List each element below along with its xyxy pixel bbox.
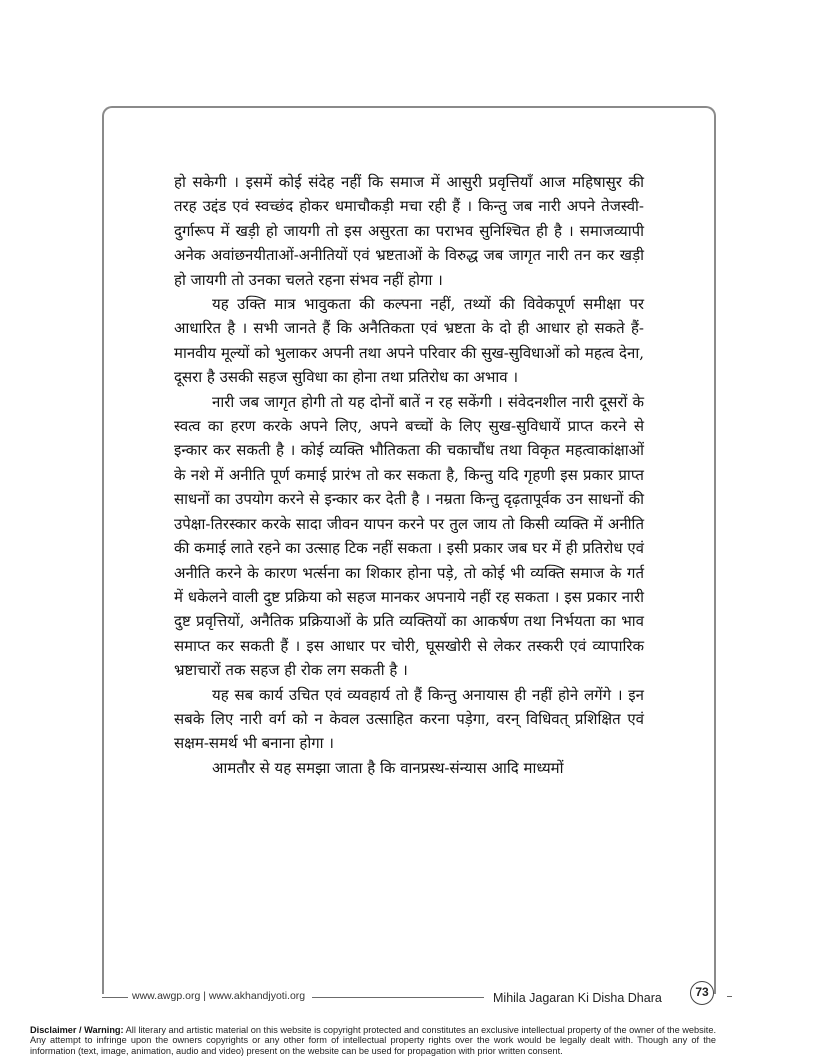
page-number: 73: [695, 985, 709, 999]
footer-website-links[interactable]: www.awgp.org | www.akhandjyoti.org: [132, 990, 306, 1002]
footer-rule-middle: [312, 997, 484, 998]
paragraph-2: यह उक्ति मात्र भावुकता की कल्पना नहीं, तथ्यों की विवेकपूर्ण समीक्षा पर आधारित है । सभी जानते हैं कि अनैतिकता एवं भ्रष्टता के दो ही आधार हो सकते हैं-मानवीय मूल्यों को भुलाकर अपनी तथा अपने परिवार की सुख-सुविधाओं को महत्व देना, दूसरा है उसकी सहज सुविधा का होना तथा प्रतिरोध का अभाव ।: [174, 295, 644, 387]
page-number-badge: [690, 981, 714, 1005]
footer-dash: [727, 996, 732, 997]
disclaimer: [30, 1025, 716, 1056]
paragraph-1: हो सकेगी । इसमें कोई संदेह नहीं कि समाज में आसुरी प्रवृत्तियाँ आज महिषासुर की तरह उद्दंड एवं स्वच्छंद होकर धमाचौकड़ी मचा रही हैं । किन्तु जब नारी अपने तेजस्वी-दुर्गारूप में खड़ी हो जायगी तो इस असुरता का पराभव सुनिश्चित ही है । समाजव्यापी अनेक अवांछनयीताओं-अनीतियों एवं भ्रष्टताओं के विरुद्ध जब जागृत नारी तन कर खड़ी हो जायगी तो उनका चलते रहना संभव नहीं होगा ।: [174, 173, 644, 289]
paragraph-5: आमतौर से यह समझा जाता है कि वानप्रस्थ-संन्यास आदि माध्यमों: [212, 758, 564, 777]
disclaimer-text: All literary and artistic material on this website is copyright protected and constitutes an exclusive intellectual property of the owner of the website. Any attempt to infringe upon the owners copyrights or any other form of intellectual property rights over the work would be legally dealt with. Though any of the information (text, image, animation, audio and video) present on the website can be used for propagation with prior written consent.: [30, 1025, 716, 1056]
disclaimer-label: Disclaimer / Warning:: [30, 1025, 124, 1035]
footer-book-title: Mihila Jagaran Ki Disha Dhara: [493, 991, 662, 1005]
footer-rule-left: [102, 997, 128, 998]
paragraph-4: यह सब कार्य उचित एवं व्यवहार्य तो हैं किन्तु अनायास ही नहीं होने लगेंगे । इन सबके लिए नारी वर्ग को न केवल उत्साहित करना पड़ेगा, वरन् विधिवत् प्रशिक्षित एवं सक्षम-समर्थ भी बनाना होगा ।: [174, 685, 644, 753]
paragraph-3: नारी जब जागृत होगी तो यह दोनों बातें न रह सकेंगी । संवेदनशील नारी दूसरों के स्वत्व का हरण करके अपने लिए, अपने बच्चों के लिए सुख-सुविधायें प्राप्त करने से इन्कार कर सकती है । कोई व्यक्ति भौतिकता की चकाचौंध तथा विकृत महत्वाकांक्षाओं के नशे में अनीति पूर्ण कमाई प्रारंभ तो कर सकता है, किन्तु यदि गृहणी इस प्रकार प्राप्त साधनों का उपयोग करने से इन्कार कर देती है । नम्रता किन्तु दृढ़तापूर्वक उन साधनों की उपेक्षा-तिरस्कार करके सादा जीवन यापन करने पर तुल जाय तो किसी व्यक्ति में अनीति की कमाई लाते रहने का उत्साह टिक नहीं सकता । इसी प्रकार जब घर में ही प्रतिरोध एवं अनीति करने के कारण भर्त्सना का शिकार होना पड़े, तो कोई भी व्यक्ति समाज के गर्त में धकेलने वाली दुष्ट प्रक्रिया को सहज मानकर अपनाये नहीं रह सकता । इस प्रकार नारी दुष्ट प्रवृत्तियों, अनैतिक प्रक्रियाओं के प्रति व्यक्तियों का आकर्षण तथा निर्भयता का भाव समाप्त कर सकती हैं । इस आधार पर चोरी, घूसखोरी से लेकर तस्करी एवं व्यापारिक भ्रष्टाचारों तक सहज ही रोक लग सकती है ।: [174, 392, 644, 680]
body-text: [174, 170, 644, 780]
